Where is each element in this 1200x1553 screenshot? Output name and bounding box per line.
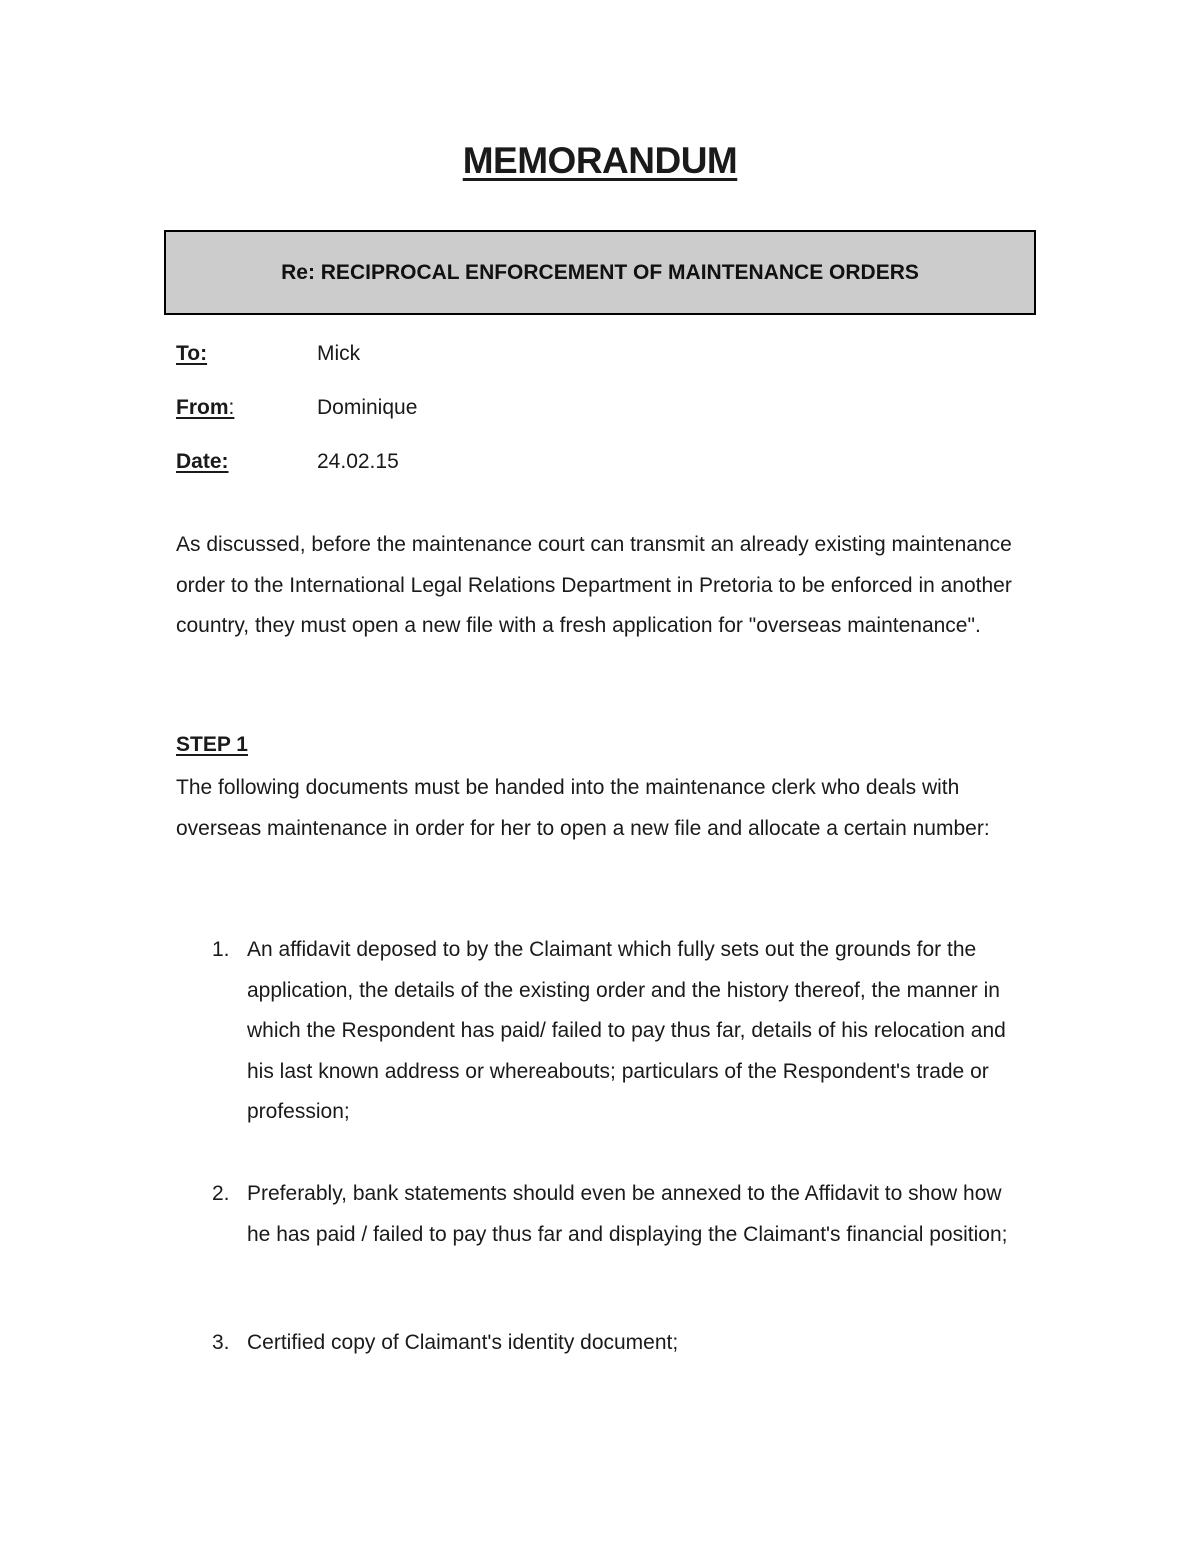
date-label: Date: [176, 450, 229, 473]
date-value: 24.02.15 [317, 450, 399, 473]
from-label-group [176, 396, 234, 420]
list-item-1-number: 1. [212, 938, 230, 961]
step-1-heading: STEP 1 [176, 733, 248, 756]
subject-line: Re: RECIPROCAL ENFORCEMENT OF MAINTENANCE ORDERS [281, 260, 919, 284]
from-value: Dominique [317, 396, 418, 419]
list-item-2-number: 2. [212, 1182, 230, 1205]
list-item-1-text: An affidavit deposed to by the Claimant which fully sets out the grounds for the application, the details of the existing order and the history thereof, the manner in which the Respondent has paid/ failed to pay thus far, details of his relocation and his last known address or whereabouts; particulars of the Respondent's trade or profession; [247, 938, 1006, 1123]
from-colon: : [228, 396, 235, 419]
list-item-3-number: 3. [212, 1331, 230, 1354]
list-item-3-text: Certified copy of Claimant's identity document; [247, 1331, 679, 1354]
intro-paragraph: As discussed, before the maintenance court can transmit an already existing maintenance order to the International Legal Relations Department in Pretoria to be enforced in another country, they must open a new file with a fresh application for "overseas maintenance". [176, 533, 1012, 637]
to-value: Mick [317, 342, 361, 365]
from-label: From [176, 396, 229, 419]
subject-box [164, 230, 1036, 315]
to-label: To: [176, 342, 208, 365]
memo-title: MEMORANDUM [462, 140, 738, 181]
list-item-2-text: Preferably, bank statements should even be annexed to the Affidavit to show how he has paid / failed to pay thus far and displaying the Claimant's financial position; [247, 1182, 1008, 1246]
step-1-body: The following documents must be handed into the maintenance clerk who deals with overseas maintenance in order for her to open a new file and allocate a certain number: [176, 776, 990, 840]
